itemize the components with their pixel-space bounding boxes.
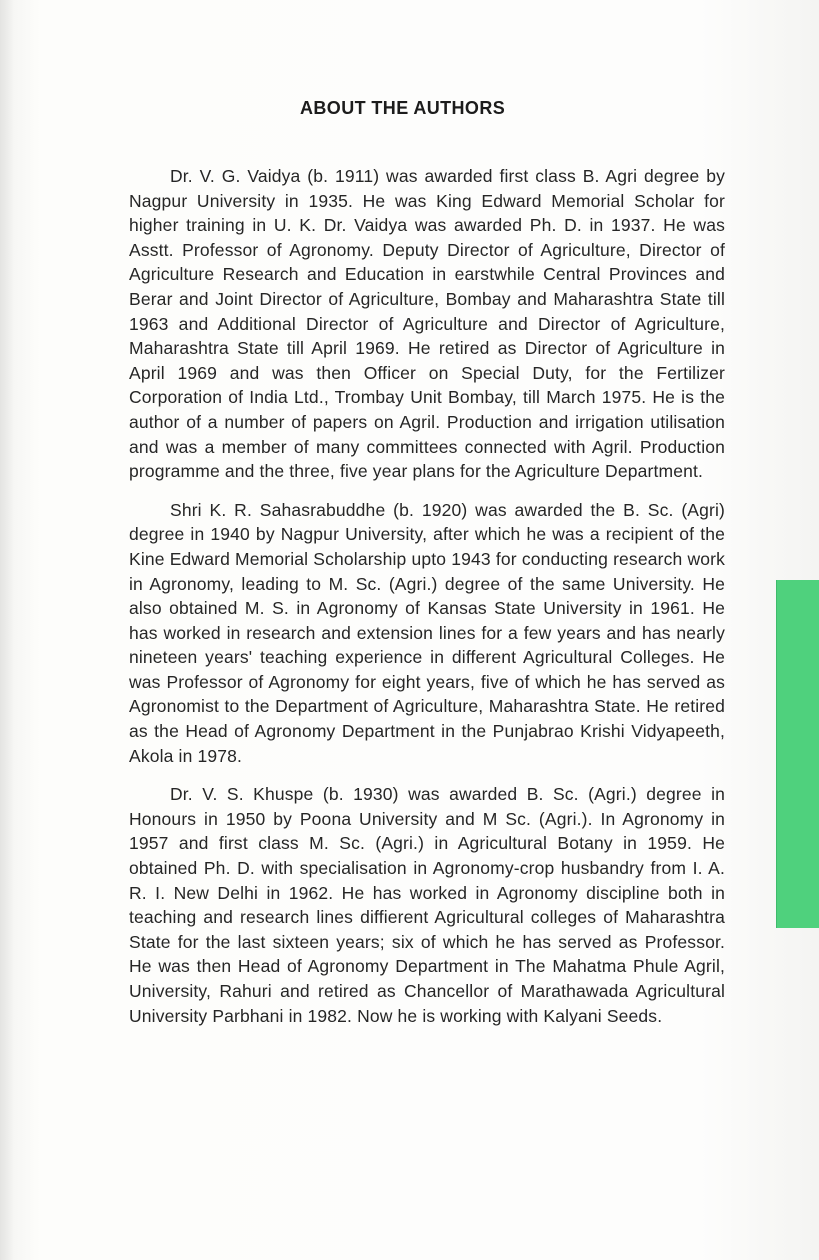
author-bio-khuspe: Dr. V. S. Khuspe (b. 1930) was awarded B. Sc. (Agri.) degree in Honours in 1950 by Poona University and M Sc. (Agri.). In Agronomy in 1957 and first class M. Sc. (Agri.) in Agricultural Botany in 1959. He obtained Ph. D. with specialisation in Agronomy-crop husbandry from I. A. R. I. New Delhi in 1962. He has worked in Agronomy discipline both in teaching and research lines diffierent Agricultural colleges of Maharashtra State for the last sixteen years; six of which he has served as Professor. He was then Head of Agronomy Department in The Mahatma Phule Agril, University, Rahuri and retired as Chancellor of Marathawada Agricultural University Parbhani in 1982. Now he is working with Kalyani Seeds. xyxy=(129,784,725,1026)
page-heading: ABOUT THE AUTHORS xyxy=(300,98,506,118)
author-bio-vaidya: Dr. V. G. Vaidya (b. 1911) was awarded first class B. Agri degree by Nagpur University in 1935. He was King Edward Memorial Scholar for higher training in U. K. Dr. Vaidya was awarded Ph. D. in 1937. He was Asstt. Professor of Agronomy. Deputy Director of Agriculture, Director of Agriculture Research and Education in earstwhile Central Provinces and Berar and Joint Director of Agriculture, Bombay and Maharashtra State till 1963 and Additional Director of Agriculture and Director of Agriculture, Maharashtra State till April 1969. He retired as Director of Agriculture in April 1969 and was then Officer on Special Duty, for the Fertilizer Corporation of India Ltd., Trombay Unit Bombay, till March 1975. He is the author of a number of papers on Agril. Production and irrigation utilisation and was a member of many committees connected with Agril. Production programme and the three, five year plans for the Agriculture Department. xyxy=(129,166,725,482)
green-bookmark-tab xyxy=(776,580,819,928)
page-edge-shadow xyxy=(0,0,14,1260)
author-bio-sahasrabuddhe: Shri K. R. Sahasrabuddhe (b. 1920) was awarded the B. Sc. (Agri) degree in 1940 by Nagpur University, after which he was a recipient of the Kine Edward Memorial Scholarship upto 1943 for conducting research work in Agronomy, leading to M. Sc. (Agri.) degree of the same University. He also obtained M. S. in Agronomy of Kansas State University in 1961. He has worked in research and extension lines for a few years and has nearly nineteen years' teaching experience in different Agricultural Colleges. He was Professor of Agronomy for eight years, five of which he has served as Agronomist to the Department of Agriculture, Maharashtra State. He retired as the Head of Agronomy Department in the Punjabrao Krishi Vidyapeeth, Akola in 1978. xyxy=(129,499,725,766)
authors-text xyxy=(129,164,725,1042)
